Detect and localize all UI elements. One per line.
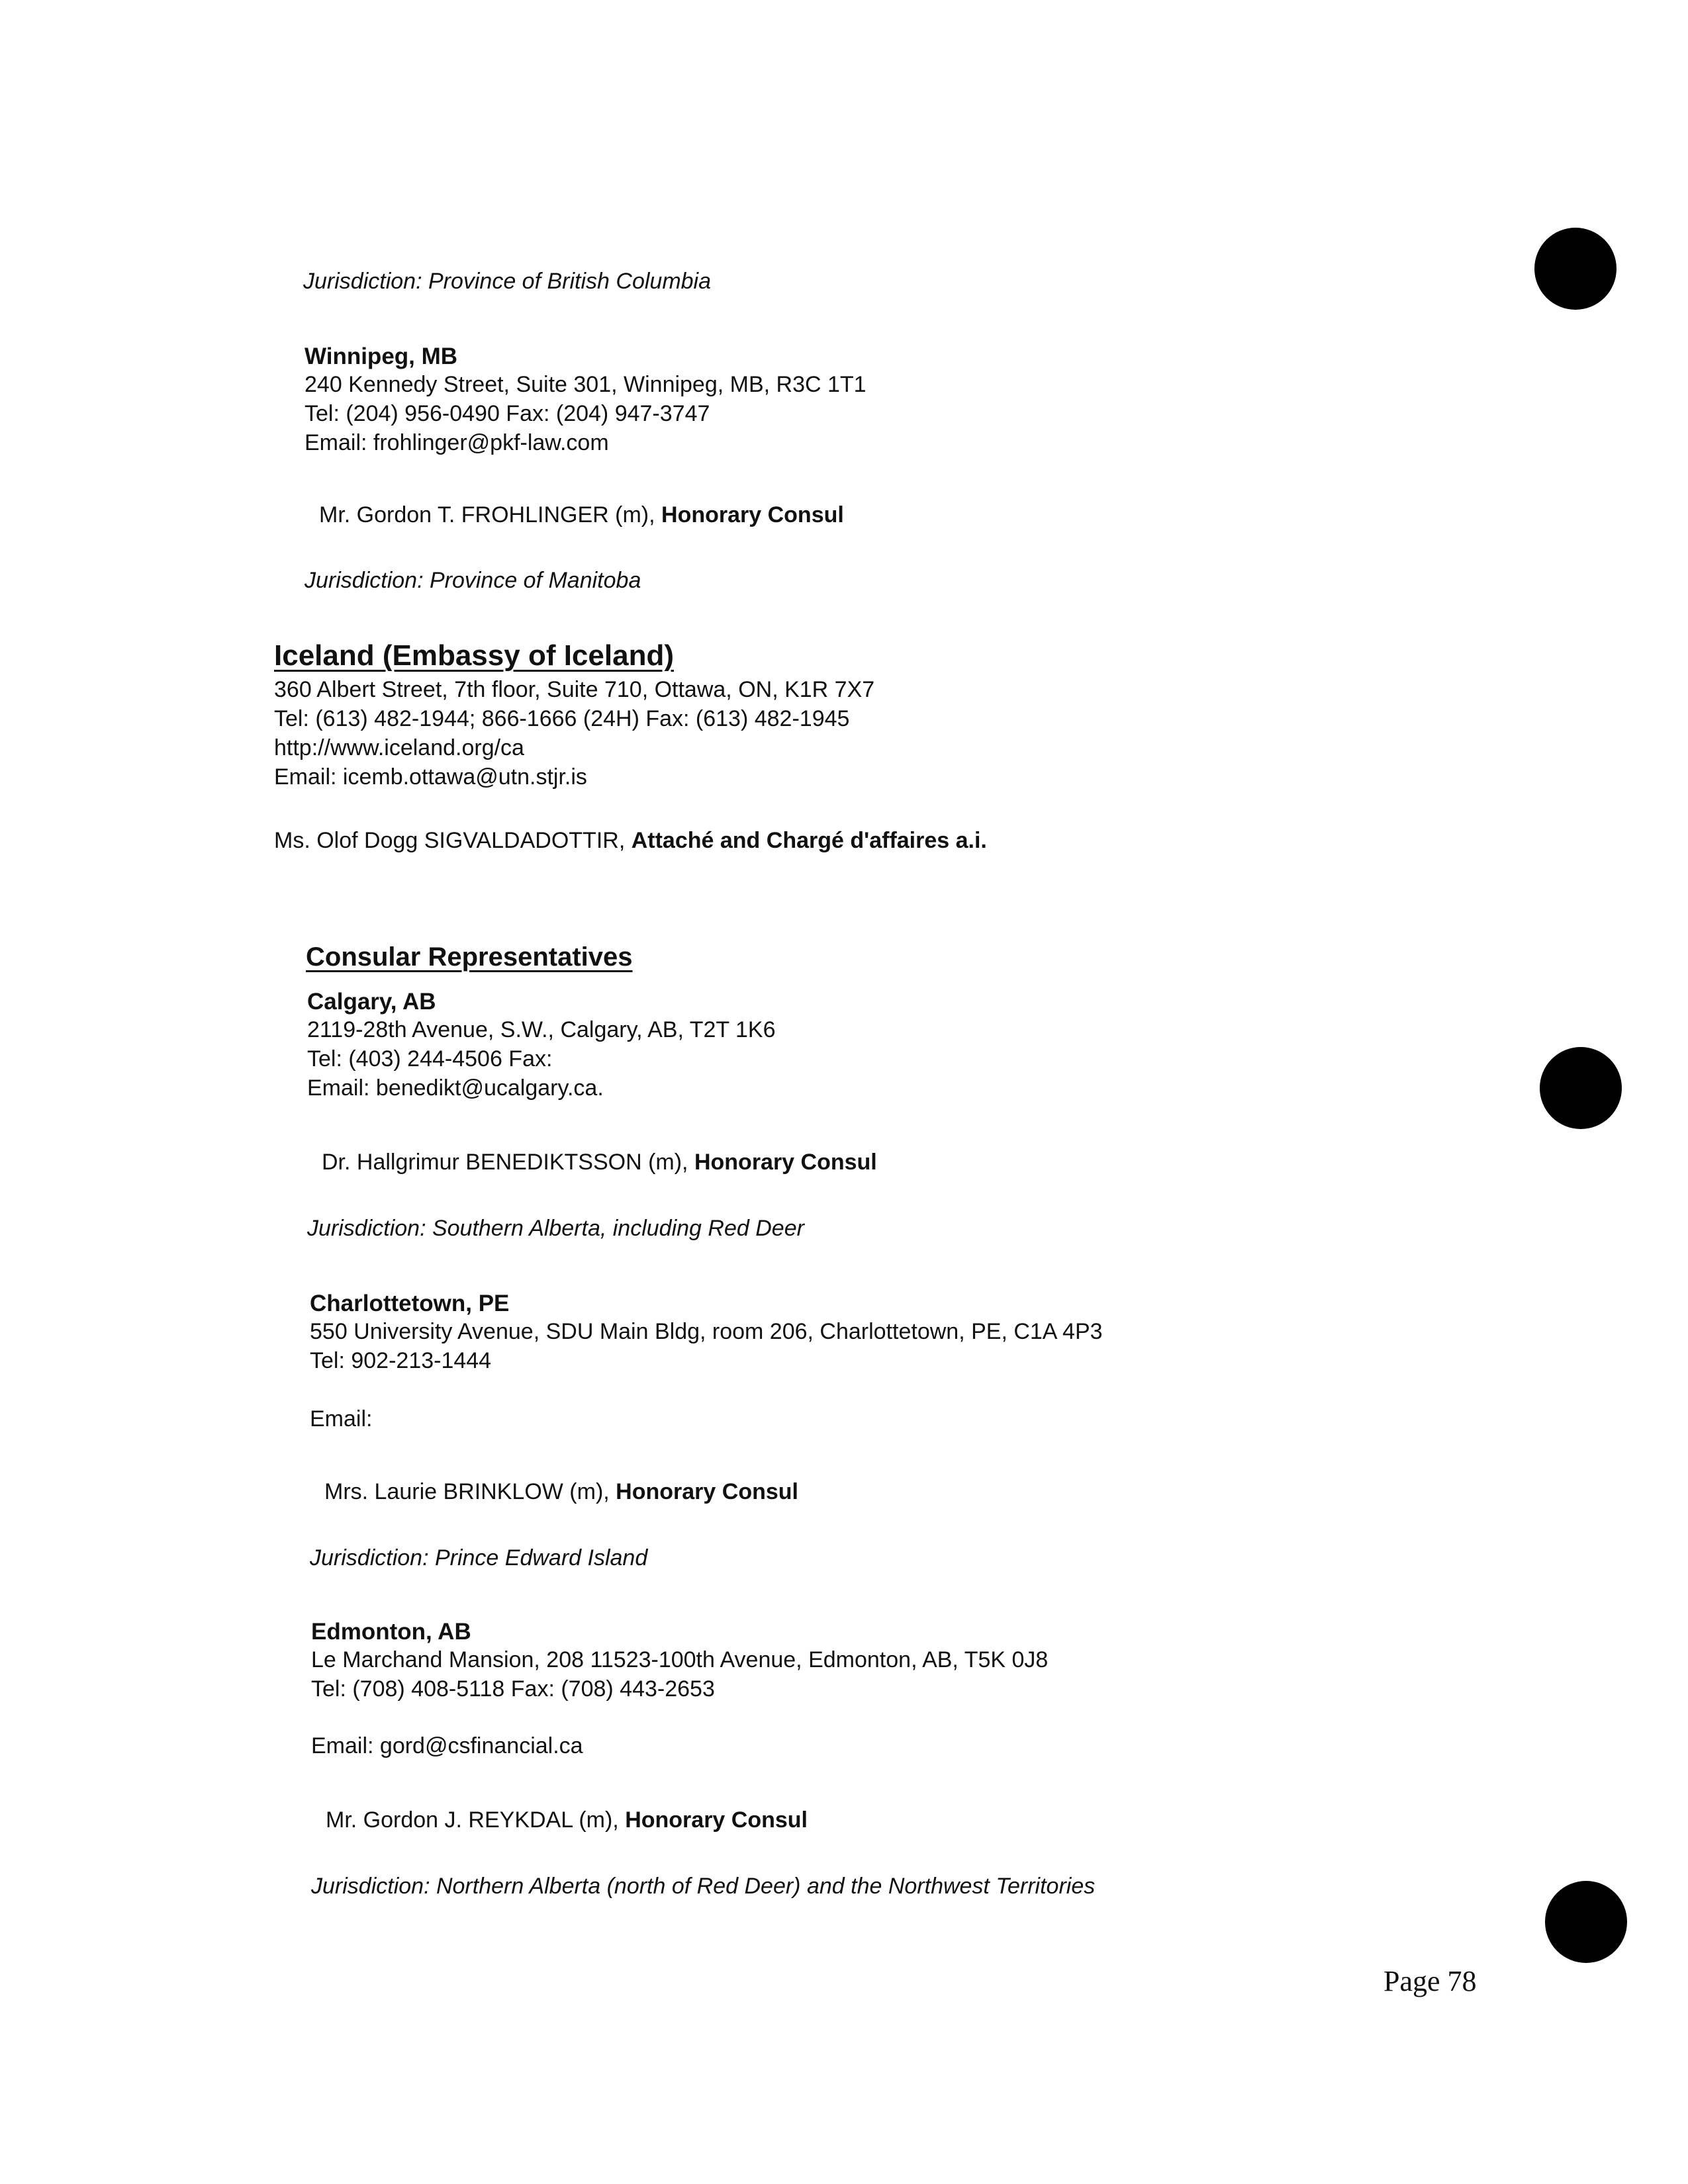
address-calgary: 2119-28th Avenue, S.W., Calgary, AB, T2T 1K6 <box>307 1017 776 1042</box>
punch-hole-top <box>1534 228 1617 310</box>
tel-edmonton: Tel: (708) 408-5118 Fax: (708) 443-2653 <box>311 1676 715 1702</box>
embassy-website: http://www.iceland.org/ca <box>274 735 524 760</box>
punch-hole-middle <box>1540 1047 1622 1129</box>
address-edmonton: Le Marchand Mansion, 208 11523-100th Avenue, Edmonton, AB, T5K 0J8 <box>311 1647 1049 1672</box>
person-name: Ms. Olof Dogg SIGVALDADOTTIR, <box>274 828 626 853</box>
person-title: Honorary Consul <box>625 1807 808 1833</box>
city-heading-charlottetown: Charlottetown, PE <box>310 1291 510 1316</box>
person-title: Attaché and Chargé d'affaires a.i. <box>631 828 987 853</box>
person-edmonton <box>326 1805 808 1835</box>
prev-jurisdiction: Jurisdiction: Province of British Columbia <box>303 269 712 294</box>
city-heading-winnipeg: Winnipeg, MB <box>305 343 458 369</box>
person-name: Dr. Hallgrimur BENEDIKTSSON (m), <box>322 1150 688 1175</box>
embassy-email: Email: icemb.ottawa@utn.stjr.is <box>274 764 587 790</box>
email-charlottetown: Email: <box>310 1406 373 1432</box>
person-name: Mr. Gordon T. FROHLINGER (m), <box>319 502 655 527</box>
embassy-address: 360 Albert Street, 7th floor, Suite 710, Ottawa, ON, K1R 7X7 <box>274 677 875 702</box>
embassy-tel: Tel: (613) 482-1944; 866-1666 (24H) Fax: (613) 482-1945 <box>274 706 850 731</box>
person-name: Mrs. Laurie BRINKLOW (m), <box>324 1479 610 1504</box>
tel-calgary: Tel: (403) 244-4506 Fax: <box>307 1046 553 1071</box>
person-winnipeg <box>319 500 844 529</box>
punch-hole-bottom <box>1545 1881 1627 1963</box>
address-winnipeg: 240 Kennedy Street, Suite 301, Winnipeg, MB, R3C 1T1 <box>305 372 867 397</box>
jurisdiction-edmonton: Jurisdiction: Northern Alberta (north of Red Deer) and the Northwest Territories <box>311 1874 1096 1899</box>
person-name: Mr. Gordon J. REYKDAL (m), <box>326 1807 619 1833</box>
person-title: Honorary Consul <box>616 1479 798 1504</box>
country-heading: Iceland (Embassy of Iceland) <box>274 639 674 672</box>
person-title: Honorary Consul <box>694 1150 877 1175</box>
city-heading-edmonton: Edmonton, AB <box>311 1619 471 1645</box>
email-calgary: Email: benedikt@ucalgary.ca. <box>307 1075 604 1101</box>
page-number: Page 78 <box>1383 1965 1477 1997</box>
person-charlottetown <box>324 1477 798 1506</box>
person-calgary <box>322 1148 877 1177</box>
jurisdiction-calgary: Jurisdiction: Southern Alberta, including Red Deer <box>307 1216 804 1241</box>
embassy-person <box>274 826 987 855</box>
jurisdiction-charlottetown: Jurisdiction: Prince Edward Island <box>310 1545 648 1570</box>
email-winnipeg: Email: frohlinger@pkf-law.com <box>305 430 609 455</box>
jurisdiction-winnipeg: Jurisdiction: Province of Manitoba <box>305 568 641 593</box>
address-charlottetown: 550 University Avenue, SDU Main Bldg, room 206, Charlottetown, PE, C1A 4P3 <box>310 1319 1103 1344</box>
city-heading-calgary: Calgary, AB <box>307 989 436 1015</box>
person-title: Honorary Consul <box>661 502 844 527</box>
tel-charlottetown: Tel: 902-213-1444 <box>310 1348 492 1373</box>
section-heading: Consular Representatives <box>306 942 633 972</box>
email-edmonton: Email: gord@csfinancial.ca <box>311 1733 583 1758</box>
tel-winnipeg: Tel: (204) 956-0490 Fax: (204) 947-3747 <box>305 401 710 426</box>
